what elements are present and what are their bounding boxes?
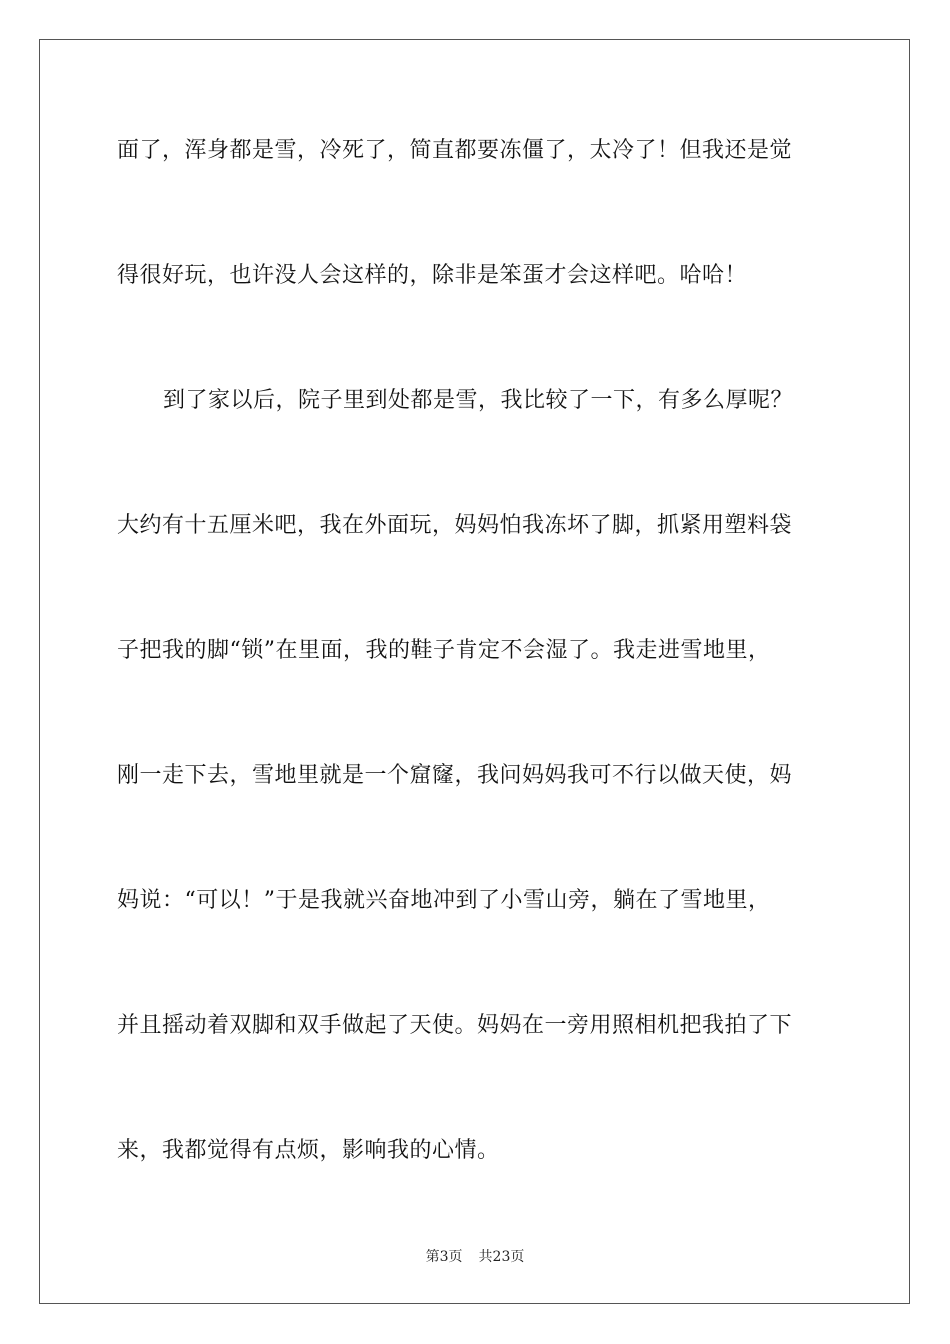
page-number: 第3页 (425, 1249, 463, 1265)
body-text-line: 刚一走下去，雪地里就是一个窟窿，我问妈妈我可不行以做天使，妈 (117, 763, 793, 788)
body-text-line: 并且摇动着双脚和双手做起了天使。妈妈在一旁用照相机把我拍了下 (117, 1013, 793, 1038)
page-footer (0, 1248, 950, 1266)
page-border (39, 39, 910, 1304)
body-text-line: 面了，浑身都是雪，冷死了，简直都要冻僵了，太冷了！但我还是觉 (117, 138, 793, 163)
body-text-line: 得很好玩，也许没人会这样的，除非是笨蛋才会这样吧。哈哈！ (117, 263, 748, 288)
body-text-line: 来，我都觉得有点烦，影响我的心情。 (117, 1138, 500, 1163)
body-text-line: 妈说：“可以！”于是我就兴奋地冲到了小雪山旁，躺在了雪地里， (117, 888, 771, 913)
total-pages: 共23页 (478, 1249, 525, 1265)
body-text-line: 子把我的脚“锁”在里面，我的鞋子肯定不会湿了。我走进雪地里， (117, 638, 771, 663)
body-text-line: 到了家以后，院子里到处都是雪，我比较了一下，有多么厚呢？ (163, 388, 794, 413)
body-text-line: 大约有十五厘米吧，我在外面玩，妈妈怕我冻坏了脚，抓紧用塑料袋 (117, 513, 793, 538)
